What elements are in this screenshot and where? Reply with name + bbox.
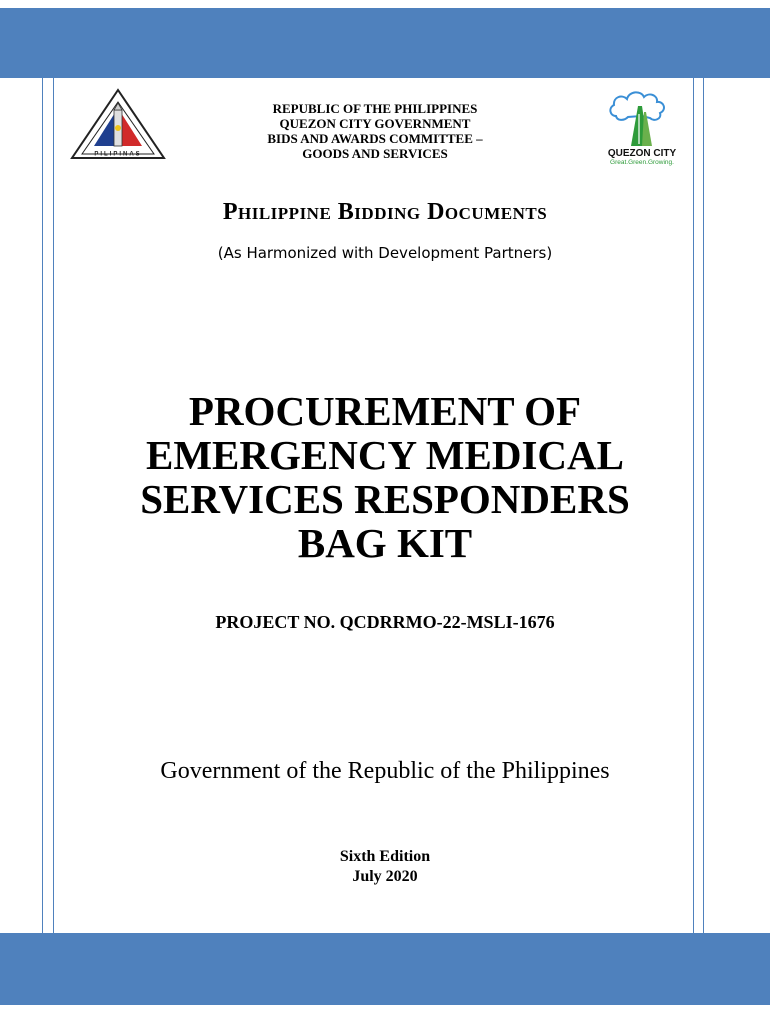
project-number: PROJECT NO. QCDRRMO-22-MSLI-1676 bbox=[215, 612, 555, 632]
project-title-line: BAG KIT bbox=[297, 520, 473, 566]
edition-label: Sixth Edition bbox=[339, 848, 431, 865]
quezon-city-seal-icon bbox=[70, 88, 166, 162]
quezon-city-brand-logo-icon bbox=[598, 86, 686, 166]
logo-tagline: Great.Green.Growing. bbox=[610, 159, 674, 166]
logo-name: QUEZON CITY bbox=[607, 148, 677, 159]
edition-date: July 2020 bbox=[352, 868, 418, 885]
header-line: REPUBLIC OF THE PHILIPPINES bbox=[272, 101, 478, 116]
issuing-office-header bbox=[230, 101, 520, 161]
project-title bbox=[0, 389, 770, 565]
document-subtitle: (As Harmonized with Development Partners) bbox=[217, 244, 553, 262]
top-blue-band bbox=[0, 8, 770, 78]
bottom-blue-band bbox=[0, 933, 770, 1005]
header-line: QUEZON CITY GOVERNMENT bbox=[279, 116, 471, 131]
government-line: Government of the Republic of the Philippines bbox=[160, 758, 610, 784]
seal-text-bottom: PILIPINAS bbox=[94, 151, 142, 158]
header-line: GOODS AND SERVICES bbox=[302, 146, 448, 161]
edition-block bbox=[0, 847, 770, 887]
project-title-line: EMERGENCY MEDICAL bbox=[146, 432, 624, 478]
header-line: BIDS AND AWARDS COMMITTEE – bbox=[267, 131, 483, 146]
project-title-line: PROCUREMENT OF bbox=[188, 388, 582, 434]
document-title: Philippine Bidding Documents bbox=[222, 199, 548, 225]
project-title-line: SERVICES RESPONDERS bbox=[140, 476, 630, 522]
